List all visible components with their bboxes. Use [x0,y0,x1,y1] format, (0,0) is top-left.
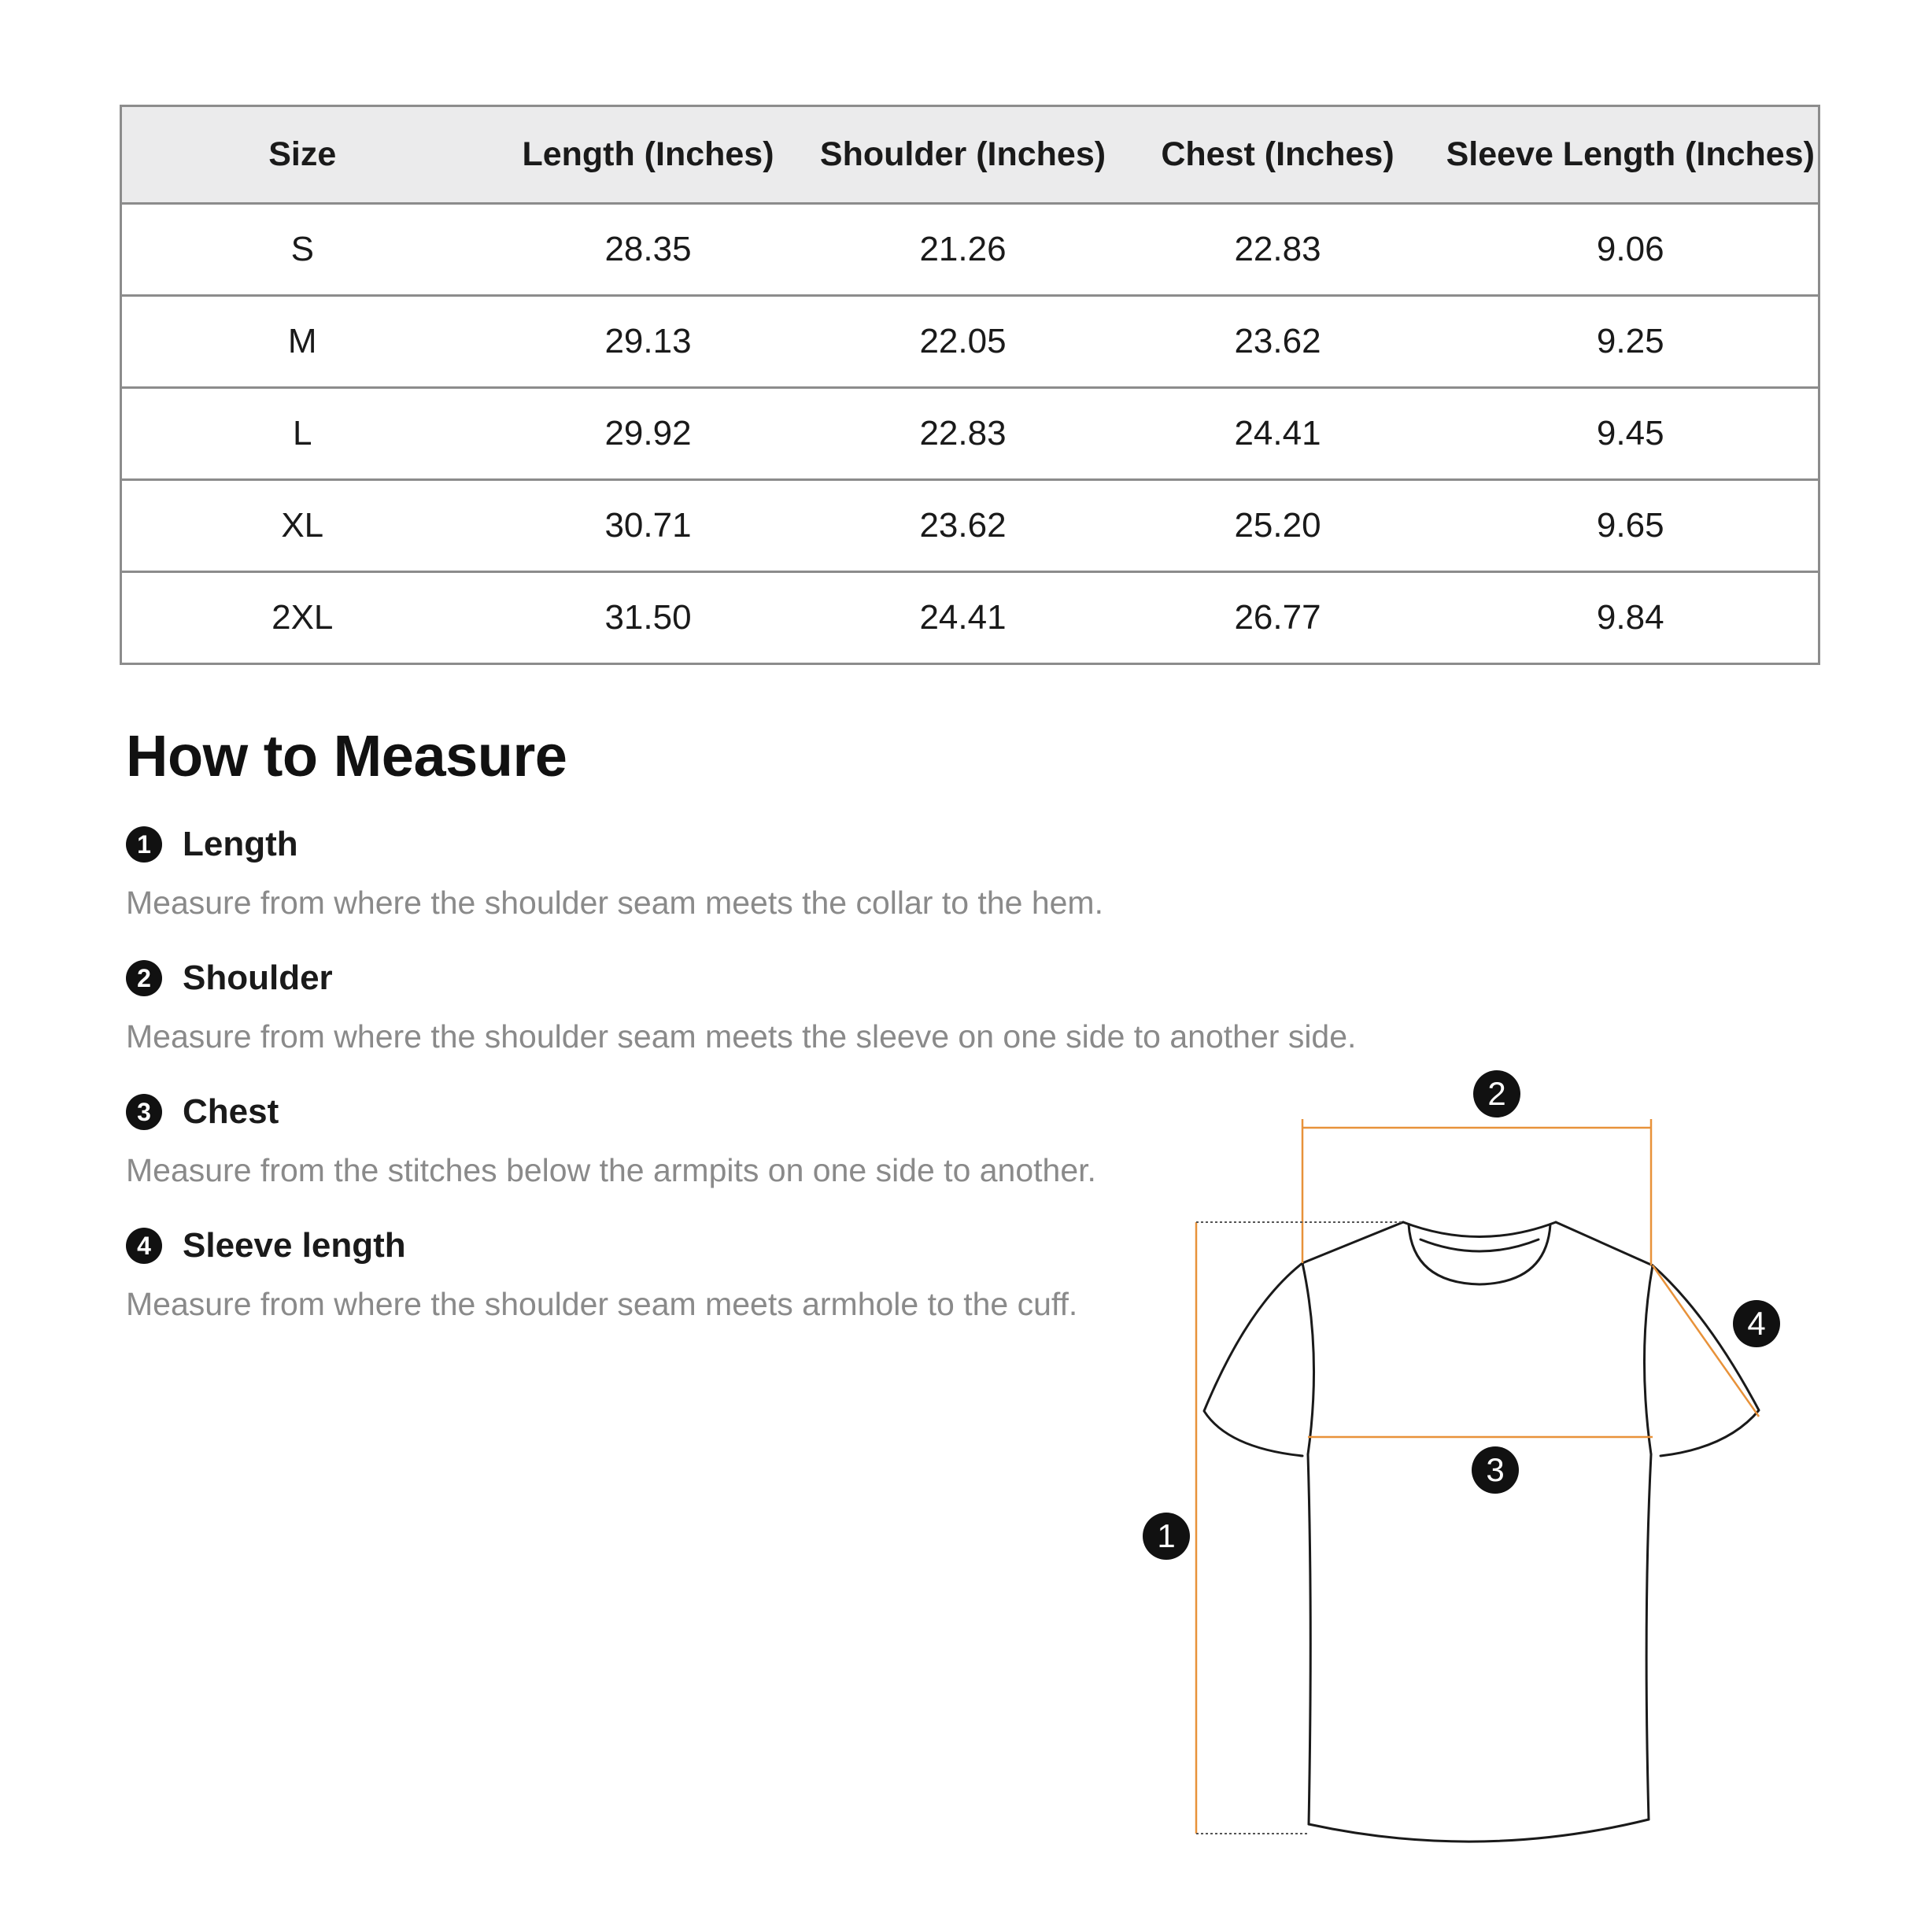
measure-description: Measure from the stitches below the armpits on one side to another. [126,1152,1096,1188]
table-header-row [121,106,1819,204]
cell-shoulder: 22.83 [814,388,1113,480]
cell-size: M [121,296,483,388]
cell-chest: 26.77 [1234,598,1321,637]
t-shirt-icon [1204,1222,1759,1841]
measure-label: Chest [183,1092,279,1131]
cell-shoulder: 24.41 [919,598,1007,637]
table-row [121,296,1819,388]
measure-description: Measure from where the shoulder seam meets the collar to the hem. [126,885,1103,921]
cell-sleeve-length: 9.25 [1443,296,1819,388]
cell-shoulder: 21.26 [814,204,1113,296]
measure-label: Shoulder [183,959,333,997]
svg-text:3: 3 [1486,1451,1505,1488]
svg-text:4: 4 [1747,1305,1766,1342]
cell-size: XL [121,480,483,572]
svg-text:2: 2 [1487,1075,1506,1112]
table-row [121,480,1819,572]
header-sleeve-length: Sleeve Length (Inches) [1443,106,1819,204]
table-row [121,572,1819,664]
cell-length: 29.13 [483,296,814,388]
cell-size: 2XL [272,598,334,637]
cell-length: 28.35 [483,204,814,296]
table-row [121,204,1819,296]
how-to-measure-title: How to Measure [126,723,567,789]
cell-chest: 22.83 [1113,204,1443,296]
marker-2-icon [1473,1070,1520,1117]
cell-chest: 24.41 [1113,388,1443,480]
cell-size: S [121,204,483,296]
cell-chest: 25.20 [1113,480,1443,572]
header-size: Size [121,106,483,204]
cell-sleeve-length: 9.06 [1443,204,1819,296]
measure-description: Measure from where the shoulder seam meets the sleeve on one side to another side. [126,1018,1357,1055]
cell-length: 30.71 [483,480,814,572]
marker-1-icon [1143,1513,1190,1560]
marker-4-icon [1733,1300,1780,1347]
t-shirt-diagram [1102,1047,1810,1865]
measure-description: Measure from where the shoulder seam meets armhole to the cuff. [126,1286,1078,1322]
number-badge-icon: 2 [126,960,162,996]
cell-shoulder: 22.05 [814,296,1113,388]
header-shoulder: Shoulder (Inches) [814,106,1113,204]
cell-chest: 23.62 [1113,296,1443,388]
cell-sleeve-length: 9.84 [1596,598,1664,637]
marker-3-icon [1472,1446,1519,1494]
cell-length: 29.92 [483,388,814,480]
measure-label: Sleeve length [183,1226,406,1265]
cell-sleeve-length: 9.45 [1443,388,1819,480]
cell-length: 31.50 [604,598,692,637]
number-badge-icon: 1 [126,826,162,863]
header-length: Length (Inches) [483,106,814,204]
number-badge-icon: 3 [126,1094,162,1130]
measure-label: Length [183,825,298,863]
guide-lines [1196,1222,1403,1834]
cell-shoulder: 23.62 [814,480,1113,572]
size-chart-table [120,105,1820,665]
number-badge-icon: 4 [126,1228,162,1264]
cell-size: L [121,388,483,480]
table-row [121,388,1819,480]
cell-sleeve-length: 9.65 [1443,480,1819,572]
svg-text:1: 1 [1157,1517,1176,1554]
header-chest: Chest (Inches) [1113,106,1443,204]
measure-item-length [126,818,1464,952]
